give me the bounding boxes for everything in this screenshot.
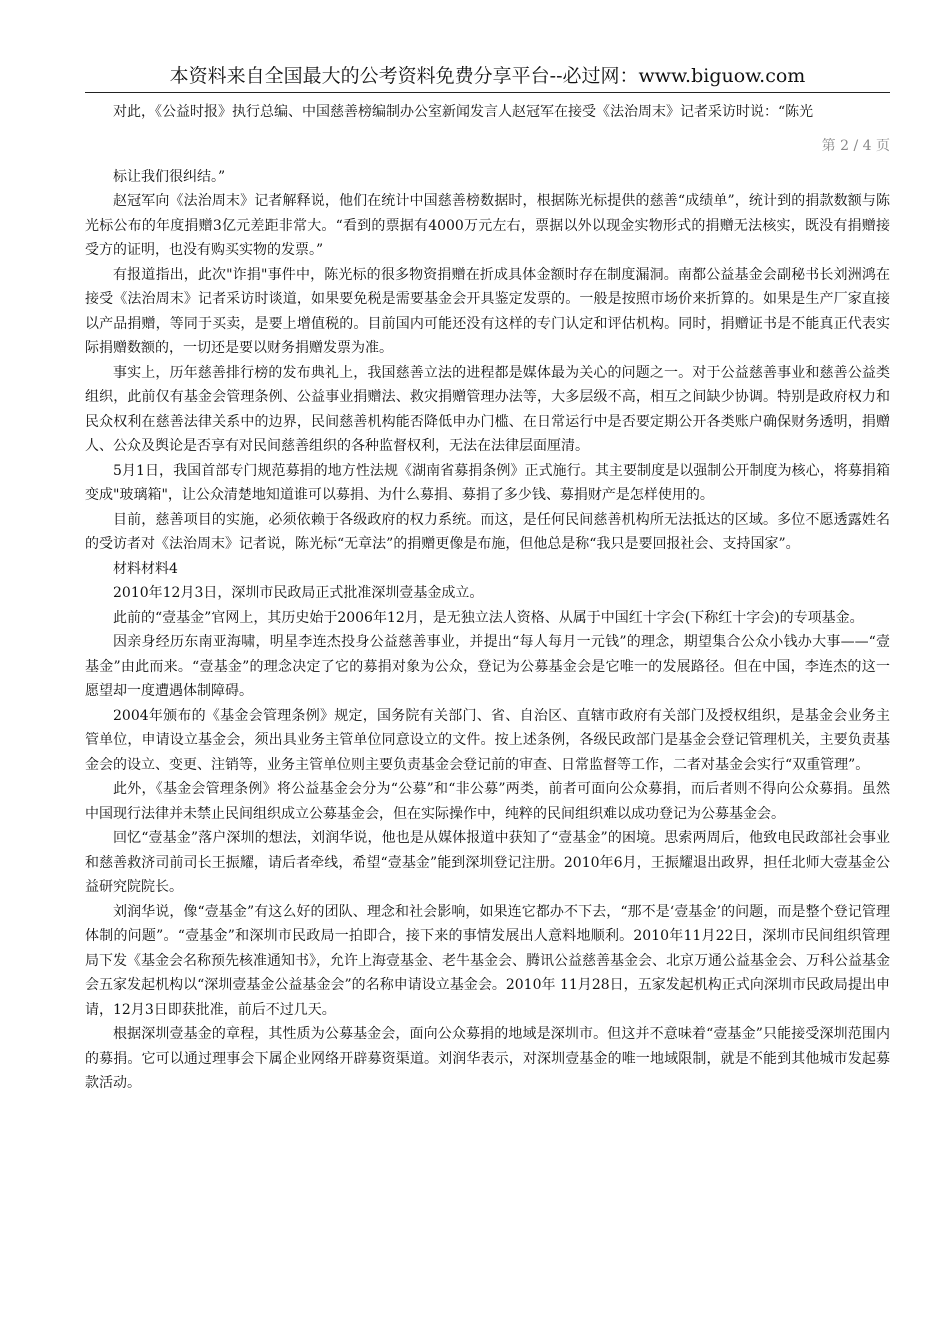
paragraph: 回忆“壹基金”落户深圳的想法，刘润华说，他也是从媒体报道中获知了“壹基金”的困境。思索两周后，他致电民政部社会事业和慈善救济司前司长王振耀，请后者牵线，希望“壹基金”能到深圳登记注册。2010年6月，王振耀退出政界，担任北师大壹基金公益研究院院长。 — [85, 830, 890, 895]
paragraph: 此外，《基金会管理条例》将公益基金会分为“公募”和“非公募”两类，前者可面向公众募捐，而后者则不得向公众募捐。虽然中国现行法律并未禁止民间组织成立公募基金会，但在实际操作中，纯粹的民间组织难以成功登记为公募基金会。 — [85, 781, 890, 822]
paragraph: 标让我们很纠结。” — [113, 168, 226, 185]
paragraph: 此前的“壹基金”官网上，其历史始于2006年12月，是无独立法人资格、从属于中国红十字会(下称红十字会)的专项基金。 — [113, 609, 864, 626]
document-body — [85, 100, 890, 1096]
paragraph: 对此，《公益时报》执行总编、中国慈善榜编制办公室新闻发言人赵冠军在接受《法治周末》记者采访时说：“陈光 — [113, 104, 814, 120]
page-indicator: 第 2 / 4 页 — [821, 137, 890, 154]
paragraph: 事实上，历年慈善排行榜的发布典礼上，我国慈善立法的进程都是媒体最为关心的问题之一。对于公益慈善事业和慈善公益类组织，此前仅有基金会管理条例、公益事业捐赠法、救灾捐赠管理办法等，大多层级不高，相互之间缺少协调。特别是政府权力和民众权利在慈善法律关系中的边界，民间慈善机构能否降低申办门槛、在日常运行中是否要定期公开各类账户确保财务透明，捐赠人、公众及舆论是否享有对民间慈善组织的各种监督权利，无法在法律层面厘清。 — [85, 364, 890, 454]
paragraph: 根据深圳壹基金的章程，其性质为公募基金会，面向公众募捐的地域是深圳市。但这并不意味着“壹基金”只能接受深圳范围内的募捐。它可以通过理事会下属企业网络开辟募资渠道。刘润华表示，对深圳壹基金的唯一地域限制，就是不能到其他城市发起募款活动。 — [85, 1026, 890, 1091]
paragraph: 目前，慈善项目的实施，必须依赖于各级政府的权力系统。而这，是任何民间慈善机构所无法抵达的区域。多位不愿透露姓名的受访者对《法治周末》记者说，陈光标“无章法”的捐赠更像是布施，但他总是称“我只是要回报社会、支持国家”。 — [85, 511, 890, 552]
paragraph: 赵冠军向《法治周末》记者解释说，他们在统计中国慈善榜数据时，根据陈光标提供的慈善“成绩单”，统计到的捐款数额与陈光标公布的年度捐赠3亿元差距非常大。“看到的票据有4000万元左右，票据以外以现金实物形式的捐赠无法核实，既没有捐赠接受方的证明，也没有购买实物的发票。” — [85, 193, 890, 258]
page-header — [85, 62, 890, 93]
paragraph: 刘润华说，像“壹基金”有这么好的团队、理念和社会影响，如果连它都办不下去，“那不是‘壹基金’的问题，而是整个登记管理体制的问题”。“壹基金”和深圳市民政局一拍即合，接下来的事情发展出人意料地顺利。2010年11月22日，深圳市民间组织管理局下发《基金会名称预先核准通知书》，允许上海壹基金、老牛基金会、腾讯公益慈善基金会、北京万通公益基金会、万科公益基金会五家发起机构以“深圳壹基金公益基金会”的名称申请设立基金会。2010年 11月28日，五家发起机构正式向深圳市民政局提出申请，12月3日即获批准，前后不过几天。 — [85, 903, 890, 1018]
section-heading: 材料材料4 — [113, 560, 178, 577]
paragraph: 有报道指出，此次"诈捐"事件中，陈光标的很多物资捐赠在折成具体金额时存在制度漏洞。南都公益基金会副秘书长刘洲鸿在接受《法治周末》记者采访时谈道，如果要免税是需要基金会开具鉴定发票的。一般是按照市场价来折算的。如果是生产厂家直接以产品捐赠，等同于买卖，是要上增值税的。目前国内可能还没有这样的专门认定和评估机构。同时，捐赠证书是不能真正代表实际捐赠数额的，一切还是要以财务捐赠发票为准。 — [85, 266, 890, 356]
paragraph: 2004年颁布的《基金会管理条例》规定，国务院有关部门、省、自治区、直辖市政府有关部门及授权组织，是基金会业务主管单位，申请设立基金会，须出具业务主管单位同意设立的文件。按上述条例，各级民政部门是基金会登记管理机关，主要负责基金会的设立、变更、注销等，业务主管单位则主要负责基金会登记前的审查、日常监督等工作，二者对基金会实行“双重管理”。 — [85, 707, 890, 773]
paragraph: 5月1日，我国首部专门规范募捐的地方性法规《湖南省募捐条例》正式施行。其主要制度是以强制公开制度为核心，将募捐箱变成"玻璃箱"，让公众清楚地知道谁可以募捐、为什么募捐、募捐了多少钱、募捐财产是怎样使用的。 — [85, 462, 890, 503]
paragraph: 2010年12月3日，深圳市民政局正式批准深圳壹基金成立。 — [113, 585, 484, 601]
header-text: 本资料来自全国最大的公考资料免费分享平台--必过网：www.biguow.com — [169, 65, 806, 87]
paragraph: 因亲身经历东南亚海啸，明星李连杰投身公益慈善事业，并提出“每人每月一元钱”的理念，期望集合公众小钱办大事——“壹基金”由此而来。“壹基金”的理念决定了它的募捐对象为公众，登记为公募基金会是它唯一的发展路径。但在中国，李连杰的这一愿望却一度遭遇体制障碍。 — [85, 634, 890, 699]
